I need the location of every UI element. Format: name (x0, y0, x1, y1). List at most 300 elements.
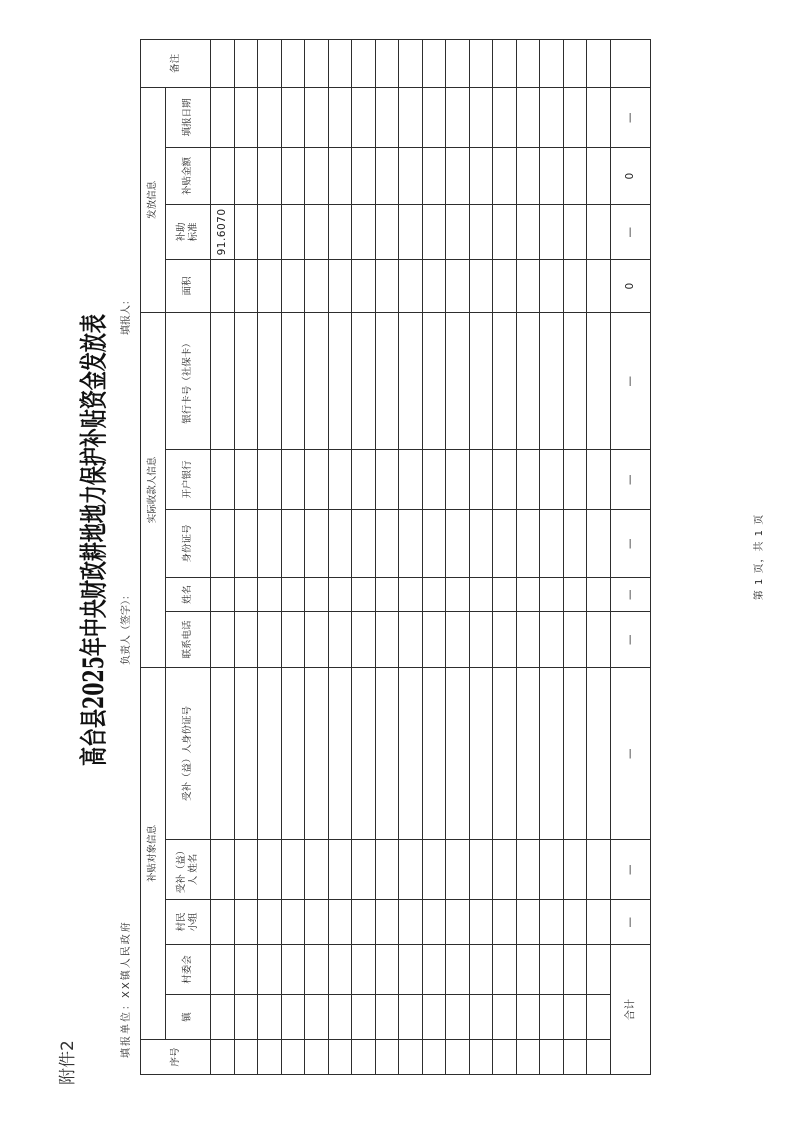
table-cell (399, 840, 423, 900)
table-cell (540, 840, 564, 900)
table-cell (563, 577, 587, 611)
beneficiary-name-header: 受补（益） 人 姓名 (166, 840, 211, 900)
table-cell (258, 577, 282, 611)
table-cell (258, 900, 282, 945)
table-cell (493, 1040, 517, 1075)
table-cell (540, 147, 564, 204)
table-cell (211, 449, 235, 509)
table-cell (540, 611, 564, 667)
table-cell (328, 667, 352, 839)
table-cell (563, 39, 587, 87)
table-cell (352, 900, 376, 945)
table-cell (587, 147, 611, 204)
table-cell (399, 147, 423, 204)
table-cell (234, 577, 258, 611)
table-cell (516, 577, 540, 611)
total-cell: — (610, 509, 650, 577)
table-cell (469, 509, 493, 577)
table-cell (469, 995, 493, 1040)
total-cell: — (610, 577, 650, 611)
table-cell (375, 577, 399, 611)
table-cell (328, 312, 352, 449)
table-cell (563, 259, 587, 312)
payment-info-group-header: 发放信息 (141, 87, 166, 312)
table-cell (446, 667, 470, 839)
table-cell (587, 87, 611, 147)
table-cell (516, 1040, 540, 1075)
table-cell (234, 611, 258, 667)
table-row (540, 39, 564, 1074)
table-cell (540, 995, 564, 1040)
table-cell (469, 204, 493, 259)
table-cell (446, 87, 470, 147)
table-cell (399, 204, 423, 259)
table-cell (493, 259, 517, 312)
total-cell: — (610, 449, 650, 509)
table-cell (516, 995, 540, 1040)
header-column-row (166, 39, 211, 1074)
table-cell (399, 577, 423, 611)
table-cell (305, 87, 329, 147)
table-cell (563, 87, 587, 147)
table-cell (258, 611, 282, 667)
table-cell (234, 900, 258, 945)
total-cell: — (610, 87, 650, 147)
table-cell (258, 39, 282, 87)
table-cell (563, 147, 587, 204)
table-cell (469, 147, 493, 204)
table-cell (493, 995, 517, 1040)
table-cell (281, 509, 305, 577)
table-cell (446, 1040, 470, 1075)
table-cell (493, 87, 517, 147)
table-cell (587, 312, 611, 449)
table-row (375, 39, 399, 1074)
table-cell (352, 39, 376, 87)
table-cell (493, 509, 517, 577)
total-cell: 0 (610, 259, 650, 312)
remark-header: 备注 (141, 39, 211, 87)
table-cell (540, 900, 564, 945)
table-cell (234, 87, 258, 147)
table-cell (328, 147, 352, 204)
table-cell (587, 39, 611, 87)
total-cell: 0 (610, 147, 650, 204)
table-cell (305, 312, 329, 449)
table-cell (281, 577, 305, 611)
table-cell (375, 611, 399, 667)
table-cell (305, 995, 329, 1040)
total-cell: — (610, 611, 650, 667)
table-cell (516, 259, 540, 312)
table-cell (305, 449, 329, 509)
subsidy-distribution-table (140, 39, 651, 1075)
table-cell (211, 900, 235, 945)
table-cell (234, 840, 258, 900)
table-cell (305, 667, 329, 839)
table-cell (399, 39, 423, 87)
table-cell (258, 1040, 282, 1075)
responsible-person-signature: 负责人（签字）： (121, 590, 132, 665)
table-cell (422, 1040, 446, 1075)
table-cell (563, 312, 587, 449)
table-cell (211, 509, 235, 577)
table-cell (234, 449, 258, 509)
table-cell (399, 312, 423, 449)
villager-group-header: 村民 小组 (166, 900, 211, 945)
table-cell (352, 577, 376, 611)
table-cell (516, 611, 540, 667)
table-cell (281, 204, 305, 259)
table-cell (540, 204, 564, 259)
table-row (281, 39, 305, 1074)
table-cell (258, 995, 282, 1040)
table-cell (469, 611, 493, 667)
table-cell (258, 945, 282, 995)
table-cell (234, 509, 258, 577)
table-cell (328, 611, 352, 667)
table-cell (375, 900, 399, 945)
table-row (422, 39, 446, 1074)
table-cell (352, 87, 376, 147)
table-cell (352, 667, 376, 839)
table-cell (258, 204, 282, 259)
table-cell (422, 900, 446, 945)
table-cell (399, 1040, 423, 1075)
table-cell (422, 312, 446, 449)
table-cell (422, 667, 446, 839)
table-cell (516, 87, 540, 147)
table-cell (211, 39, 235, 87)
table-cell (352, 509, 376, 577)
table-row (328, 39, 352, 1074)
table-cell (587, 509, 611, 577)
table-row (352, 39, 376, 1074)
table-cell (469, 259, 493, 312)
table-cell (375, 449, 399, 509)
table-cell (352, 449, 376, 509)
table-cell (493, 900, 517, 945)
table-row (305, 39, 329, 1074)
table-cell (516, 147, 540, 204)
table-cell (281, 995, 305, 1040)
table-cell (328, 577, 352, 611)
table-cell (540, 667, 564, 839)
table-cell (446, 259, 470, 312)
table-cell (587, 945, 611, 995)
table-cell (540, 509, 564, 577)
table-cell (587, 667, 611, 839)
table-cell (281, 259, 305, 312)
table-cell (328, 945, 352, 995)
table-cell (422, 449, 446, 509)
table-cell (211, 87, 235, 147)
table-cell (328, 900, 352, 945)
table-cell: 91.6070 (211, 204, 235, 259)
table-cell (352, 312, 376, 449)
total-cell: — (610, 204, 650, 259)
table-cell (469, 840, 493, 900)
table-cell (587, 577, 611, 611)
table-cell (375, 39, 399, 87)
beneficiary-id-number-header: 受补（益）人身份证号 (166, 667, 211, 839)
table-cell (469, 900, 493, 945)
table-cell (563, 995, 587, 1040)
payee-id-number-header: 身份证号 (166, 509, 211, 577)
table-row (516, 39, 540, 1074)
table-cell (352, 259, 376, 312)
table-cell (211, 147, 235, 204)
contact-phone-header: 联系电话 (166, 611, 211, 667)
table-cell (516, 900, 540, 945)
total-row (610, 39, 650, 1074)
header-group-row (141, 39, 166, 1074)
table-cell (328, 259, 352, 312)
table-cell (469, 945, 493, 995)
table-cell (281, 667, 305, 839)
table-cell (469, 577, 493, 611)
table-cell (399, 509, 423, 577)
table-cell (281, 1040, 305, 1075)
table-cell (211, 577, 235, 611)
table-cell (563, 945, 587, 995)
table-cell (493, 449, 517, 509)
table-cell (258, 840, 282, 900)
table-row (563, 39, 587, 1074)
table-cell (375, 945, 399, 995)
table-cell (375, 259, 399, 312)
total-cell: — (610, 840, 650, 900)
table-cell (469, 87, 493, 147)
table-cell (281, 449, 305, 509)
total-cell (610, 39, 650, 87)
table-cell (493, 147, 517, 204)
table-row (587, 39, 611, 1074)
table-cell (587, 204, 611, 259)
table-cell (281, 945, 305, 995)
table-cell (258, 87, 282, 147)
table-cell (493, 39, 517, 87)
table-cell (446, 900, 470, 945)
table-cell (281, 39, 305, 87)
table-cell (375, 312, 399, 449)
table-cell (258, 312, 282, 449)
table-cell (563, 1040, 587, 1075)
table-cell (493, 312, 517, 449)
table-cell (493, 204, 517, 259)
table-cell (328, 509, 352, 577)
table-cell (422, 945, 446, 995)
area-header: 面积 (166, 259, 211, 312)
table-cell (540, 259, 564, 312)
table-cell (352, 147, 376, 204)
table-cell (422, 509, 446, 577)
table-cell (422, 204, 446, 259)
table-cell (422, 259, 446, 312)
table-cell (234, 945, 258, 995)
table-cell (234, 204, 258, 259)
table-cell (352, 945, 376, 995)
table-cell (469, 449, 493, 509)
table-cell (211, 667, 235, 839)
table-cell (540, 577, 564, 611)
table-cell (446, 995, 470, 1040)
table-cell (234, 312, 258, 449)
total-cell: — (610, 312, 650, 449)
table-cell (446, 945, 470, 995)
table-cell (211, 259, 235, 312)
attachment-label: 附件2 (58, 1040, 78, 1085)
table-cell (211, 945, 235, 995)
reporting-unit: 填报单位：XX镇人民政府 (121, 920, 132, 1058)
table-cell (493, 840, 517, 900)
table-cell (281, 840, 305, 900)
table-cell (540, 945, 564, 995)
table-cell (305, 204, 329, 259)
serial-number-header: 序号 (141, 1040, 211, 1075)
table-cell (328, 449, 352, 509)
table-cell (540, 39, 564, 87)
table-cell (375, 667, 399, 839)
table-cell (305, 840, 329, 900)
table-cell (540, 312, 564, 449)
table-cell (587, 611, 611, 667)
table-cell (305, 39, 329, 87)
table-cell (587, 900, 611, 945)
table-cell (540, 449, 564, 509)
table-cell (352, 840, 376, 900)
table-cell (258, 667, 282, 839)
table-cell (422, 995, 446, 1040)
table-cell (375, 147, 399, 204)
table-cell (422, 577, 446, 611)
table-cell (305, 259, 329, 312)
subsidy-amount-header: 补贴金额 (166, 147, 211, 204)
table-cell (493, 667, 517, 839)
page-title: 高台县2025年中央财政耕地地力保护补贴资金发放表 (78, 314, 111, 766)
table-cell (399, 667, 423, 839)
bank-name-header: 开户银行 (166, 449, 211, 509)
table-cell (352, 204, 376, 259)
table-cell (281, 147, 305, 204)
table-row (399, 39, 423, 1074)
table-cell (399, 87, 423, 147)
table-cell (328, 204, 352, 259)
table-cell (399, 995, 423, 1040)
table-row (469, 39, 493, 1074)
table-cell (446, 312, 470, 449)
table-cell (258, 449, 282, 509)
table-row (493, 39, 517, 1074)
table-cell (305, 900, 329, 945)
table-cell (258, 509, 282, 577)
total-cell: — (610, 667, 650, 839)
table-cell (469, 1040, 493, 1075)
subsidy-target-info-group-header: 补贴对象信息 (141, 667, 166, 1039)
table-cell (446, 204, 470, 259)
page-number: 第 1 页，共 1 页 (754, 513, 765, 601)
table-cell (540, 87, 564, 147)
table-cell (422, 147, 446, 204)
table-cell (375, 840, 399, 900)
table-cell (446, 611, 470, 667)
table-cell (493, 577, 517, 611)
table-cell (516, 945, 540, 995)
table-cell (422, 840, 446, 900)
table-cell (563, 509, 587, 577)
table-cell (399, 449, 423, 509)
table-cell (375, 509, 399, 577)
table-cell (211, 611, 235, 667)
table-cell (211, 995, 235, 1040)
table-cell (234, 147, 258, 204)
total-label: 合计 (610, 945, 650, 1075)
table-cell (399, 259, 423, 312)
actual-payee-info-group-header: 实际收款人信息 (141, 312, 166, 667)
table-cell (211, 1040, 235, 1075)
table-cell (281, 312, 305, 449)
table-cell (587, 1040, 611, 1075)
payee-name-header: 姓名 (166, 577, 211, 611)
table-cell (328, 1040, 352, 1075)
table-cell (375, 1040, 399, 1075)
table-row (258, 39, 282, 1074)
table-cell (234, 1040, 258, 1075)
table-cell (516, 509, 540, 577)
report-date-header: 填报日期 (166, 87, 211, 147)
table-cell (516, 449, 540, 509)
table-cell (258, 259, 282, 312)
table-cell (469, 312, 493, 449)
table-cell (211, 840, 235, 900)
table-cell (469, 667, 493, 839)
village-committee-header: 村委会 (166, 945, 211, 995)
table-cell (281, 611, 305, 667)
table-cell (211, 312, 235, 449)
table-cell (446, 577, 470, 611)
table-cell (305, 1040, 329, 1075)
table-header (141, 39, 211, 1074)
table-cell (587, 449, 611, 509)
table-cell (446, 39, 470, 87)
table-body (211, 39, 651, 1074)
table-cell (422, 39, 446, 87)
table-row (446, 39, 470, 1074)
table-cell (328, 87, 352, 147)
table-cell (446, 147, 470, 204)
table-cell (422, 611, 446, 667)
table-cell (493, 945, 517, 995)
table-cell (563, 611, 587, 667)
table-row (211, 39, 235, 1074)
table-cell (399, 900, 423, 945)
table-cell (516, 840, 540, 900)
table-cell (446, 840, 470, 900)
table-cell (563, 204, 587, 259)
table-cell (328, 995, 352, 1040)
table-cell (516, 204, 540, 259)
table-cell (563, 667, 587, 839)
table-cell (399, 945, 423, 995)
table-cell (234, 995, 258, 1040)
table-cell (493, 611, 517, 667)
table-cell (375, 204, 399, 259)
table-cell (375, 995, 399, 1040)
table-cell (516, 667, 540, 839)
subsidy-standard-header: 补助 标准 (166, 204, 211, 259)
table-cell (234, 667, 258, 839)
table-cell (446, 449, 470, 509)
